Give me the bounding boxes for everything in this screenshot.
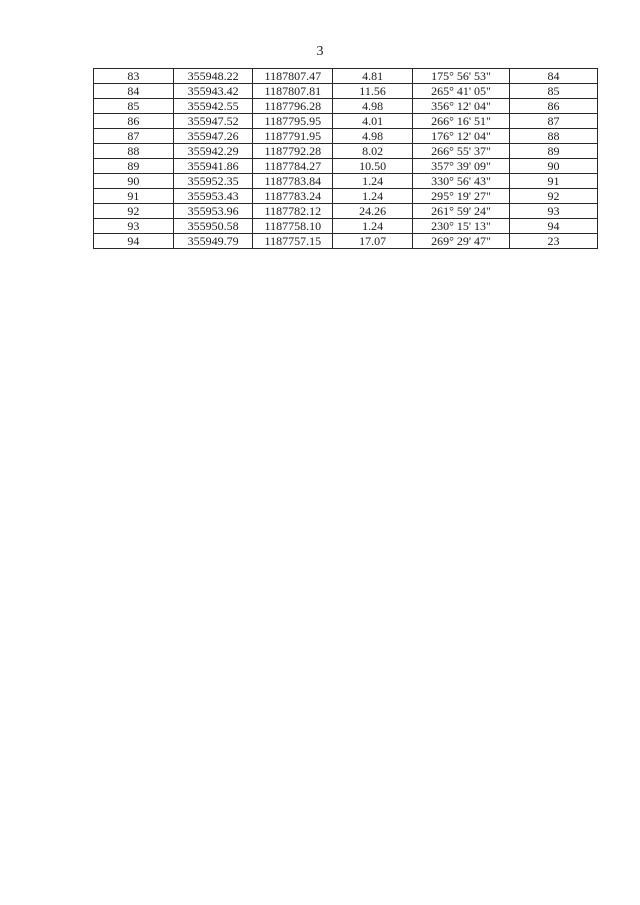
- distance-cell: 4.98: [333, 99, 413, 114]
- point-number-cell: 86: [94, 114, 174, 129]
- table-row: [94, 129, 598, 144]
- y-coordinate-cell: 1187784.27: [253, 159, 333, 174]
- x-coordinate-cell: 355942.29: [173, 144, 253, 159]
- table-row: [94, 69, 598, 84]
- point-number-cell: 84: [94, 84, 174, 99]
- next-point-cell: 85: [510, 84, 598, 99]
- distance-cell: 1.24: [333, 189, 413, 204]
- next-point-cell: 93: [510, 204, 598, 219]
- x-coordinate-cell: 355953.43: [173, 189, 253, 204]
- table-row: [94, 114, 598, 129]
- bearing-cell: 265° 41' 05": [412, 84, 509, 99]
- bearing-cell: 261° 59' 24": [412, 204, 509, 219]
- x-coordinate-cell: 355947.52: [173, 114, 253, 129]
- table-row: [94, 144, 598, 159]
- x-coordinate-cell: 355949.79: [173, 234, 253, 249]
- point-number-cell: 83: [94, 69, 174, 84]
- y-coordinate-cell: 1187792.28: [253, 144, 333, 159]
- x-coordinate-cell: 355947.26: [173, 129, 253, 144]
- x-coordinate-cell: 355952.35: [173, 174, 253, 189]
- next-point-cell: 23: [510, 234, 598, 249]
- distance-cell: 1.24: [333, 219, 413, 234]
- distance-cell: 17.07: [333, 234, 413, 249]
- bearing-cell: 175° 56' 53": [412, 69, 509, 84]
- x-coordinate-cell: 355941.86: [173, 159, 253, 174]
- distance-cell: 4.01: [333, 114, 413, 129]
- y-coordinate-cell: 1187783.24: [253, 189, 333, 204]
- point-number-cell: 88: [94, 144, 174, 159]
- bearing-cell: 266° 16' 51": [412, 114, 509, 129]
- point-number-cell: 89: [94, 159, 174, 174]
- point-number-cell: 92: [94, 204, 174, 219]
- table-row: [94, 174, 598, 189]
- page-number: 3: [316, 44, 324, 59]
- y-coordinate-cell: 1187807.81: [253, 84, 333, 99]
- next-point-cell: 91: [510, 174, 598, 189]
- x-coordinate-cell: 355953.96: [173, 204, 253, 219]
- y-coordinate-cell: 1187783.84: [253, 174, 333, 189]
- coordinates-table: [93, 68, 598, 249]
- bearing-cell: 295° 19' 27": [412, 189, 509, 204]
- x-coordinate-cell: 355943.42: [173, 84, 253, 99]
- y-coordinate-cell: 1187795.95: [253, 114, 333, 129]
- y-coordinate-cell: 1187758.10: [253, 219, 333, 234]
- bearing-cell: 356° 12' 04": [412, 99, 509, 114]
- table-row: [94, 84, 598, 99]
- y-coordinate-cell: 1187782.12: [253, 204, 333, 219]
- next-point-cell: 88: [510, 129, 598, 144]
- next-point-cell: 84: [510, 69, 598, 84]
- x-coordinate-cell: 355948.22: [173, 69, 253, 84]
- y-coordinate-cell: 1187757.15: [253, 234, 333, 249]
- bearing-cell: 176° 12' 04": [412, 129, 509, 144]
- next-point-cell: 86: [510, 99, 598, 114]
- table-row: [94, 189, 598, 204]
- point-number-cell: 90: [94, 174, 174, 189]
- y-coordinate-cell: 1187796.28: [253, 99, 333, 114]
- y-coordinate-cell: 1187807.47: [253, 69, 333, 84]
- x-coordinate-cell: 355950.58: [173, 219, 253, 234]
- table-row: [94, 204, 598, 219]
- point-number-cell: 93: [94, 219, 174, 234]
- table-row: [94, 99, 598, 114]
- distance-cell: 8.02: [333, 144, 413, 159]
- distance-cell: 4.98: [333, 129, 413, 144]
- next-point-cell: 89: [510, 144, 598, 159]
- point-number-cell: 87: [94, 129, 174, 144]
- y-coordinate-cell: 1187791.95: [253, 129, 333, 144]
- bearing-cell: 357° 39' 09": [412, 159, 509, 174]
- table-row: [94, 159, 598, 174]
- bearing-cell: 269° 29' 47": [412, 234, 509, 249]
- next-point-cell: 90: [510, 159, 598, 174]
- distance-cell: 10.50: [333, 159, 413, 174]
- coordinates-table-body: [94, 69, 598, 249]
- bearing-cell: 230° 15' 13": [412, 219, 509, 234]
- next-point-cell: 92: [510, 189, 598, 204]
- distance-cell: 4.81: [333, 69, 413, 84]
- table-row: [94, 219, 598, 234]
- distance-cell: 1.24: [333, 174, 413, 189]
- bearing-cell: 330° 56' 43": [412, 174, 509, 189]
- distance-cell: 11.56: [333, 84, 413, 99]
- x-coordinate-cell: 355942.55: [173, 99, 253, 114]
- table-row: [94, 234, 598, 249]
- distance-cell: 24.26: [333, 204, 413, 219]
- point-number-cell: 91: [94, 189, 174, 204]
- bearing-cell: 266° 55' 37": [412, 144, 509, 159]
- point-number-cell: 94: [94, 234, 174, 249]
- point-number-cell: 85: [94, 99, 174, 114]
- next-point-cell: 87: [510, 114, 598, 129]
- next-point-cell: 94: [510, 219, 598, 234]
